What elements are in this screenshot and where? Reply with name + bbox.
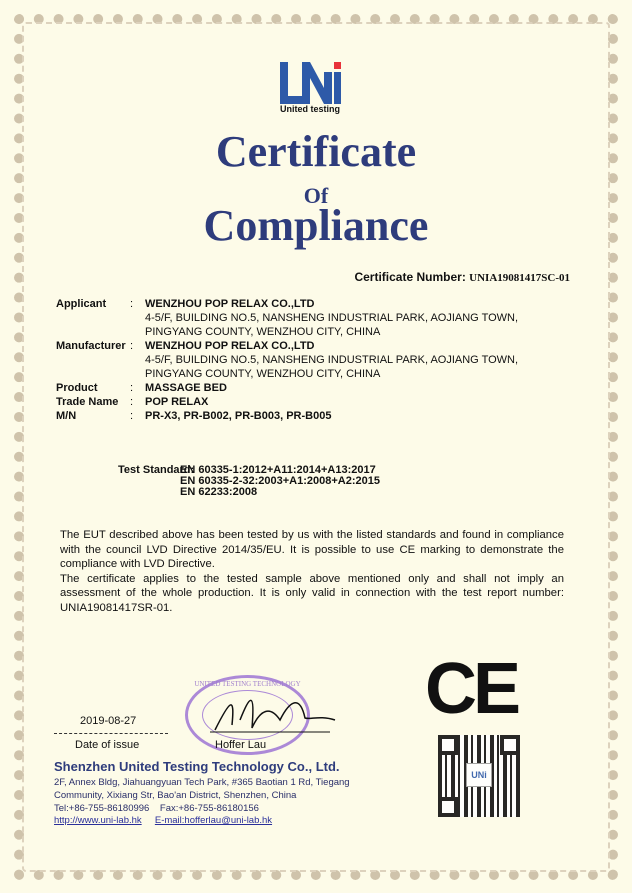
field-value: 4-5/F, BUILDING NO.5, NANSHENG INDUSTRIAL PARK, AOJIANG TOWN, bbox=[145, 312, 519, 324]
field-label: Trade Name bbox=[56, 396, 119, 408]
field-label: Applicant bbox=[56, 298, 107, 310]
company-name: Shenzhen United Testing Technology Co., Ltd. bbox=[54, 759, 340, 774]
test-standard-value: EN 60335-2-32:2003+A1:2008+A2:2015 bbox=[180, 475, 380, 487]
test-standard-value: EN 62233:2008 bbox=[180, 486, 258, 498]
certificate-number-value: UNIA19081417SC-01 bbox=[469, 272, 570, 284]
qr-code bbox=[438, 735, 520, 817]
issue-date-label: Date of issue bbox=[75, 739, 140, 751]
field-colon: : bbox=[130, 396, 134, 408]
field-colon: : bbox=[130, 298, 134, 310]
website-link[interactable]: http://www.uni-lab.hk bbox=[54, 815, 142, 826]
uni-logo bbox=[278, 62, 342, 108]
statement-p2: The certificate applies to the tested sample above mentioned only and shall not imply an assessment of the whole production. It is only valid in connection with the test report number: UNIA19081417SR-01. bbox=[60, 572, 564, 614]
tel: Tel:+86-755-86180996 bbox=[54, 803, 150, 814]
field-colon: : bbox=[130, 340, 134, 352]
field-value: PINGYANG COUNTY, WENZHOU CITY, CHINA bbox=[145, 368, 381, 380]
signature bbox=[210, 690, 340, 735]
company-address-1: 2F, Annex Bldg, Jiahuangyuan Tech Park, #365 Baotian 1 Rd, Tiegang bbox=[54, 777, 350, 788]
field-label: Manufacturer bbox=[56, 340, 126, 352]
title-of: Of bbox=[303, 183, 329, 208]
field-value: PR-X3, PR-B002, PR-B003, PR-B005 bbox=[145, 410, 332, 422]
field-colon: : bbox=[130, 410, 134, 422]
logo-subtitle: United testing bbox=[280, 104, 340, 114]
date-line bbox=[54, 733, 168, 734]
field-value: WENZHOU POP RELAX CO.,LTD bbox=[145, 298, 315, 310]
field-label: M/N bbox=[56, 410, 77, 422]
signatory-name: Hoffer Lau bbox=[215, 739, 267, 751]
statement-p1: The EUT described above has been tested by us with the listed standards and found in compliance with the council LVD Directive 2014/35/EU. It is possible to use CE marking to demonstrate the compliance with LVD Directive. bbox=[60, 529, 564, 570]
field-value: PINGYANG COUNTY, WENZHOU CITY, CHINA bbox=[145, 326, 381, 338]
company-address-2: Community, Xixiang Str, Bao'an District, Shenzhen, China bbox=[54, 790, 297, 801]
company-phone bbox=[54, 803, 259, 814]
field-label: Product bbox=[56, 382, 98, 394]
stamp-text: UNITED TESTING TECHNOLOGY bbox=[194, 680, 301, 688]
certificate-number bbox=[354, 270, 570, 284]
email-link[interactable]: E-mail:hofferlau@uni-lab.hk bbox=[154, 815, 273, 826]
title-certificate: Certificate bbox=[215, 127, 417, 176]
title-compliance: Compliance bbox=[203, 201, 429, 250]
ce-mark: CE bbox=[425, 649, 518, 729]
issue-date: 2019-08-27 bbox=[80, 715, 137, 727]
fax: Fax:+86-755-86180156 bbox=[159, 803, 259, 814]
compliance-statement bbox=[60, 528, 564, 615]
field-colon: : bbox=[130, 382, 134, 394]
test-standard-label: Test Standard: bbox=[118, 464, 195, 476]
test-standard bbox=[118, 464, 380, 498]
certificate-number-label: Certificate Number: bbox=[354, 270, 466, 284]
field-value: POP RELAX bbox=[145, 396, 209, 408]
field-value: MASSAGE BED bbox=[145, 382, 227, 394]
company-links bbox=[54, 815, 272, 826]
test-standard-value: EN 60335-1:2012+A11:2014+A13:2017 bbox=[180, 464, 376, 476]
field-value: 4-5/F, BUILDING NO.5, NANSHENG INDUSTRIAL PARK, AOJIANG TOWN, bbox=[145, 354, 519, 366]
qr-logo: UNi bbox=[466, 763, 492, 787]
field-value: WENZHOU POP RELAX CO.,LTD bbox=[145, 340, 315, 352]
